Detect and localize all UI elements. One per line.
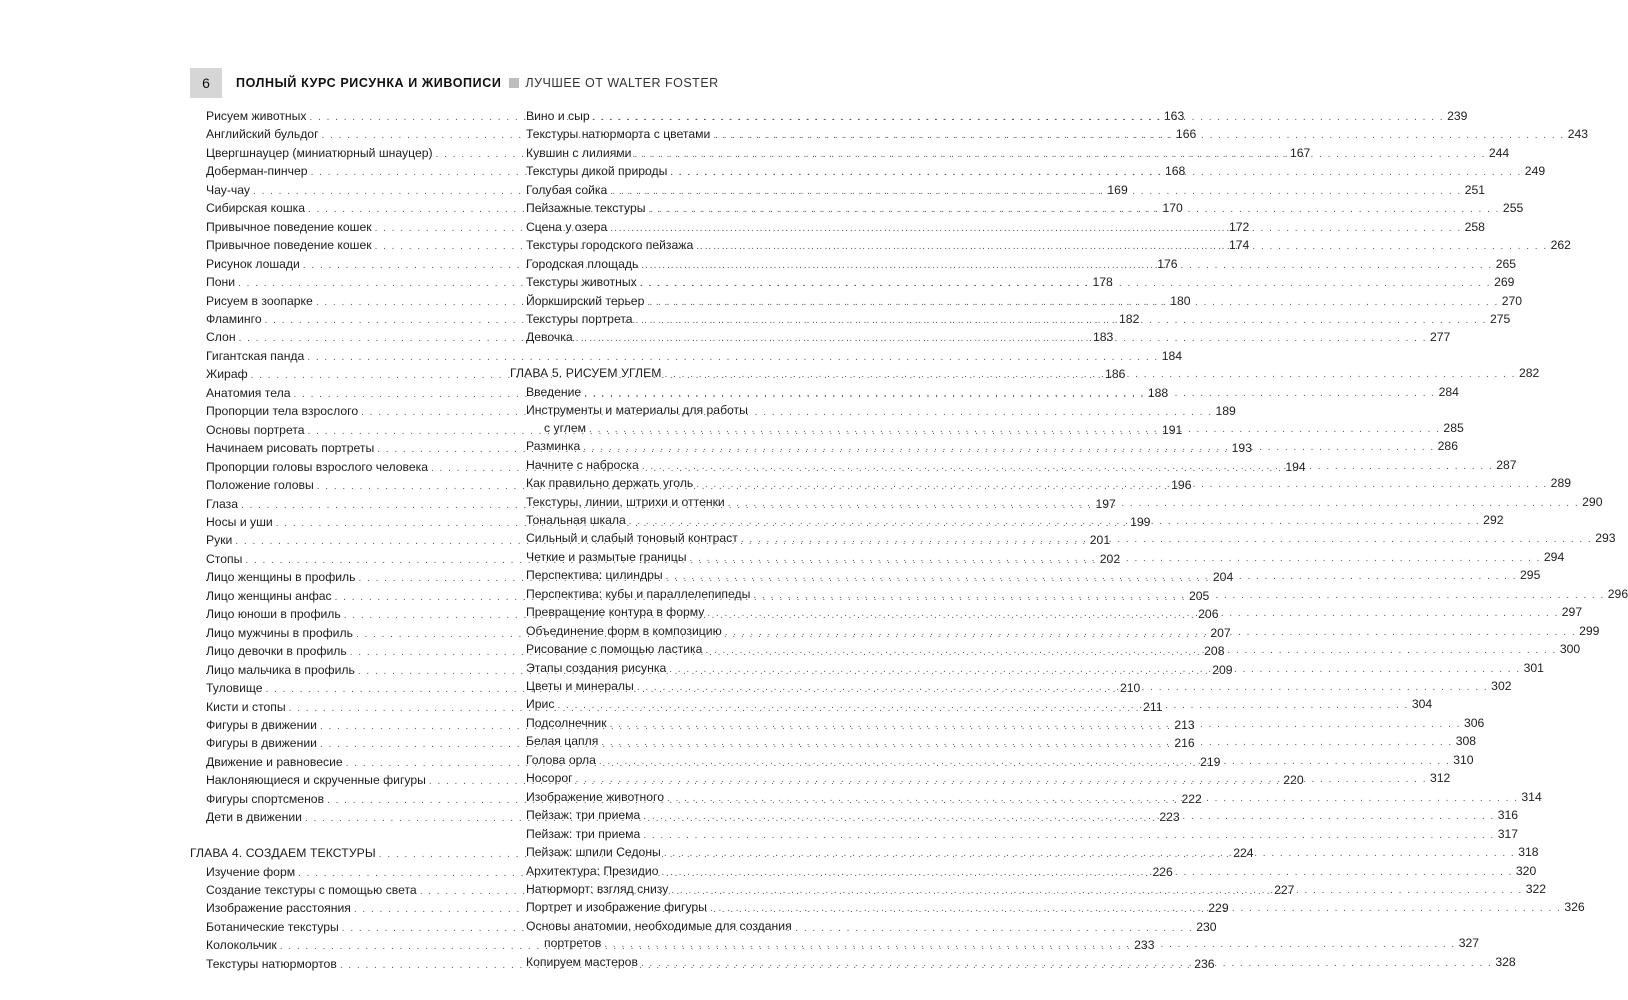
toc-entry-title: Текстуры натюрморта с цветами	[526, 127, 711, 142]
toc-entry-page: 255	[1502, 201, 1524, 216]
toc-entry-title: Сцена у озера	[526, 219, 608, 234]
toc-entry-page: 289	[1550, 476, 1572, 491]
toc-entry-title: Лицо женщины анфас	[206, 588, 332, 603]
toc-entry-page: 239	[1447, 109, 1468, 123]
toc-entry-page: 277	[1430, 330, 1451, 345]
toc-entry-page: 227	[1274, 883, 1295, 898]
toc-entry-page: 167	[1289, 145, 1311, 160]
toc-entry-title: Фигуры спортсменов	[206, 791, 325, 806]
toc-entry-title: Начинаем рисовать портреты	[206, 441, 375, 456]
toc-entry-title: Городская площадь	[526, 256, 639, 271]
toc-entry-page: 265	[1495, 256, 1517, 271]
toc-entry-page: 210	[1119, 681, 1141, 696]
page-header	[190, 68, 820, 98]
series-title: ЛУЧШЕЕ ОТ WALTER FOSTER	[525, 76, 719, 90]
toc-entry-title: Пейзажные текстуры	[526, 201, 646, 216]
toc-entry-title: Основы портрета	[206, 422, 305, 437]
toc-entry-title: Введение	[526, 384, 582, 399]
toc-entry-page: 209	[1212, 662, 1233, 677]
toc-entry-page: 308	[1455, 734, 1477, 749]
toc-entry-title: Натюрморт: взгляд снизу	[526, 882, 669, 897]
toc-entry-page: 174	[1228, 238, 1250, 253]
toc-entry-page: 229	[1208, 901, 1229, 916]
toc-entry-page: 184	[1161, 348, 1183, 363]
toc-entry-page: 302	[1491, 679, 1512, 694]
toc-entry-title: Лицо мужчины в профиль	[206, 625, 353, 640]
toc-entry-title: Как правильно держать уголь	[526, 476, 694, 491]
toc-entry-title: Лицо женщины в профиль	[206, 570, 356, 585]
toc-entry-page: 327	[1458, 936, 1480, 951]
toc-entry-title: Пейзаж: три приема	[526, 808, 641, 823]
toc-entry-title: Белая цапля	[526, 734, 599, 749]
toc-entry-title: Положение головы	[206, 478, 314, 493]
toc-entry-page: 233	[1134, 938, 1155, 953]
toc-entry-title: Девочка	[526, 330, 573, 345]
toc-entry-page: 163	[1163, 109, 1185, 123]
toc-entry-page: 295	[1520, 568, 1541, 583]
toc-entry-page: 226	[1152, 864, 1173, 879]
separator-square	[509, 78, 519, 88]
toc-entry-title: Английский бульдог	[206, 127, 319, 142]
toc-entry-title: Изучение форм	[206, 864, 296, 879]
toc-entry-title: Глаза	[206, 496, 239, 511]
toc-entry-page: 304	[1411, 697, 1433, 712]
toc-entry-title: Ботанические текстуры	[206, 919, 339, 934]
toc-entry-title: Сильный и слабый тоновый контраст	[526, 531, 738, 546]
toc-entry-title: Пропорции тела взрослого	[206, 404, 359, 419]
toc-entry-page: 270	[1501, 293, 1523, 308]
toc-entry-title: Текстуры городского пейзажа	[526, 238, 694, 253]
toc-entry-title: Фигуры в движении	[206, 717, 317, 732]
toc-entry-page: 300	[1559, 642, 1581, 657]
toc-entry-title: Пейзаж: шпили Седоны	[526, 845, 661, 860]
toc-entry-page: 317	[1497, 826, 1519, 841]
toc-entry-title: Анатомия тела	[206, 385, 291, 400]
toc-entry-page: 222	[1181, 791, 1202, 806]
toc-entry-page: 166	[1175, 127, 1197, 142]
toc-entry-page: 236	[1194, 956, 1215, 971]
toc-entry-title: Создание текстуры с помощью света	[206, 883, 417, 898]
toc-entry-title: Подсолнечник	[526, 715, 607, 730]
toc-entry-title: Архитектура: Президио	[526, 863, 659, 878]
toc-entry-page: 196	[1171, 478, 1192, 493]
toc-entry-page: 275	[1489, 311, 1511, 326]
toc-entry-page: 191	[1161, 422, 1183, 437]
toc-entry-title: Голубая сойка	[526, 182, 608, 197]
toc-entry-title: Рисуем в зоопарке	[206, 293, 313, 308]
toc-entry-title-line2: с углем	[544, 420, 587, 435]
toc-entry-page: 189	[1215, 404, 1236, 419]
toc-entry-page: 243	[1567, 127, 1589, 142]
toc-entry-page: 206	[1198, 607, 1219, 622]
toc-entry-page: 322	[1525, 882, 1547, 897]
toc-entry-title: Перспектива: кубы и параллелепипеды	[526, 586, 751, 601]
toc-entry-title: Перспектива: цилиндры	[526, 568, 663, 583]
toc-entry-title: Туловище	[206, 681, 263, 696]
toc-entry-title: Рисование с помощью ластика	[526, 642, 703, 657]
toc-entry-page: 290	[1582, 494, 1603, 509]
toc-entry-page: 293	[1595, 531, 1616, 546]
toc-entry-title: Привычное поведение кошек	[206, 238, 372, 253]
toc-entry-page: 182	[1119, 311, 1140, 326]
toc-entry-page: 213	[1174, 717, 1195, 732]
toc-entry-page: 316	[1497, 808, 1519, 823]
toc-entry-page: 169	[1107, 182, 1128, 197]
toc-entry-page: 244	[1488, 145, 1510, 160]
toc-entry-page: 204	[1212, 570, 1234, 585]
toc-entry-page: 186	[1105, 367, 1126, 382]
toc-entry-title: Превращение контура в форму	[526, 605, 705, 620]
toc-entry-page: 168	[1164, 164, 1186, 179]
toc-entry-page: 188	[1147, 385, 1169, 400]
toc-entry-title: Йоркширский терьер	[526, 293, 645, 308]
toc-entry-page: 286	[1437, 439, 1458, 454]
toc-entry-title: Ирис	[526, 697, 555, 712]
toc-entry-page: 249	[1524, 164, 1546, 179]
chapter-title: ГЛАВА 5. РИСУЕМ УГЛЕМ	[510, 366, 662, 381]
toc-entry-title: Чау-чау	[206, 182, 251, 197]
toc-entry-title: Текстуры дикой природы	[526, 164, 668, 179]
toc-entry-page: 292	[1483, 512, 1504, 527]
toc-entry-title: Текстуры натюрмортов	[206, 956, 337, 971]
toc-entry-page: 314	[1521, 789, 1542, 804]
toc-entry-page: 172	[1228, 219, 1250, 234]
toc-entry-page: 297	[1561, 605, 1583, 620]
toc-entry-page: 320	[1515, 863, 1537, 878]
toc-entry-page: 326	[1564, 900, 1585, 915]
toc-entry-page: 211	[1143, 699, 1163, 714]
book-title: ПОЛНЫЙ КУРС РИСУНКА И ЖИВОПИСИ	[236, 76, 502, 90]
chapter-page: 224	[1233, 846, 1254, 861]
toc-entry-page: 284	[1438, 384, 1459, 399]
toc-entry-title: Слон	[206, 330, 236, 345]
toc-entry-page: 193	[1231, 441, 1252, 456]
page-number: 6	[190, 68, 222, 98]
toc-entry-page: 202	[1099, 551, 1121, 566]
toc-entry-page: 258	[1464, 219, 1485, 234]
toc-entry-page: 310	[1453, 752, 1474, 767]
toc-entry-title: Изображение расстояния	[206, 901, 351, 916]
toc-entry-title: Фигуры в движении	[206, 736, 317, 751]
toc-entry-title: Тональная шкала	[526, 512, 626, 527]
toc-entry-title: Дети в движении	[206, 810, 302, 825]
toc-entry-title: Носорог	[526, 771, 573, 786]
toc-entry-page: 262	[1550, 238, 1571, 253]
toc-entry-page: 299	[1579, 623, 1600, 638]
toc-entry-title: Рисуем животных	[206, 109, 307, 123]
toc-entry-page: 269	[1494, 275, 1515, 290]
toc-entry-title: Портрет и изображение фигуры	[526, 900, 707, 915]
toc-entry-title: Рисунок лошади	[206, 256, 300, 271]
toc-entry-title: Цвергшнауцер (миниатюрный шнауцер)	[206, 145, 433, 160]
toc-entry-page: 176	[1157, 256, 1178, 271]
toc-entry-page: 312	[1429, 771, 1451, 786]
toc-entry-page: 223	[1159, 810, 1180, 825]
toc-entry-page: 199	[1130, 514, 1151, 529]
toc-entry-title: Носы и уши	[206, 514, 273, 529]
toc-entry-title: Сибирская кошка	[206, 201, 306, 216]
toc-entry-page: 205	[1189, 588, 1210, 603]
toc-entry-title: Вино и сыр	[526, 109, 590, 123]
toc-entry-title: Начните с наброска	[526, 457, 639, 472]
toc-entry-title: Лицо мальчика в профиль	[206, 662, 355, 677]
toc-entry-title: Гигантская панда	[206, 348, 305, 363]
toc-entry-title: Фламинго	[206, 311, 262, 326]
toc-entry-title: Руки	[206, 533, 233, 548]
toc-entry-page: 208	[1204, 644, 1225, 659]
toc-entry-title: Объединение форм в композицию	[526, 623, 722, 638]
toc-entry-page: 285	[1443, 420, 1464, 435]
toc-entry-page: 287	[1496, 457, 1517, 472]
toc-entry-page: 301	[1523, 660, 1544, 675]
toc-entry-title: Текстуры, линии, штрихи и оттенки	[526, 494, 725, 509]
toc-entry-page: 328	[1495, 954, 1516, 969]
toc-entry-page: 207	[1210, 625, 1231, 640]
toc-entry-title: Наклоняющиеся и скрученные фигуры	[206, 773, 426, 788]
toc-entry-title: Этапы создания рисунка	[526, 660, 667, 675]
toc-entry-page: 216	[1174, 736, 1195, 751]
toc-entry-title: Голова орла	[526, 752, 596, 767]
chapter-title: ГЛАВА 4. СОЗДАЕМ ТЕКСТУРЫ	[190, 846, 376, 861]
toc-entry-title: Лицо юноши в профиль	[206, 607, 341, 622]
toc-entry-page: 306	[1463, 715, 1485, 730]
toc-entry-title: Текстуры животных	[526, 275, 637, 290]
toc-entry-title: Цветы и минералы	[526, 679, 634, 694]
toc-entry-page: 201	[1089, 533, 1111, 548]
toc-entry-title: Кувшин с лилиями	[526, 145, 632, 160]
toc-entry-title: Привычное поведение кошек	[206, 219, 372, 234]
toc-entry-page: 220	[1283, 773, 1304, 788]
toc-entry-page: 194	[1285, 459, 1306, 474]
toc-entry-page: 230	[1196, 919, 1217, 934]
toc-entry-page: 318	[1518, 845, 1539, 860]
toc-entry-page: 296	[1607, 586, 1628, 601]
toc-entry-page: 219	[1200, 754, 1221, 769]
toc-entry-title: Пропорции головы взрослого человека	[206, 459, 428, 474]
toc-entry[interactable]	[190, 348, 1183, 366]
toc-entry-page: 183	[1092, 330, 1114, 345]
toc-entry-page: 178	[1092, 275, 1113, 290]
toc-entry-page: 294	[1543, 549, 1565, 564]
toc-entry-page: 170	[1162, 201, 1183, 216]
toc-entry-title: Жираф	[206, 367, 248, 382]
toc-entry-title-line1: Инструменты и материалы для работы	[526, 403, 748, 418]
toc-entry-title: Изображение животного	[526, 789, 665, 804]
toc-entry-title: Копируем мастеров	[526, 954, 638, 969]
toc-entry-title: Пейзаж: три приема	[526, 826, 641, 841]
toc-entry-title: Доберман-пинчер	[206, 164, 308, 179]
toc-entry-title-line1: Основы анатомии, необходимые для создания	[526, 918, 792, 933]
toc-entry-title: Пони	[206, 275, 236, 290]
toc-entry-title: Движение и равновесие	[206, 754, 343, 769]
toc-entry-title: Четкие и размытые границы	[526, 549, 687, 564]
toc-entry-title: Стопы	[206, 551, 243, 566]
toc-entry-page: 197	[1095, 496, 1116, 511]
toc-entry-title: Колокольчик	[206, 938, 277, 953]
toc-entry-title: Кисти и стопы	[206, 699, 286, 714]
toc-entry-title-line2: портретов	[544, 936, 602, 951]
toc-entry-title: Текстуры портрета	[526, 311, 633, 326]
chapter-page: 282	[1518, 366, 1540, 381]
toc-entry-title: Лицо девочки в профиль	[206, 644, 347, 659]
toc-entry-page: 251	[1464, 182, 1486, 197]
toc-entry-page: 180	[1170, 293, 1191, 308]
toc-entry[interactable]	[510, 826, 1519, 844]
toc-entry-title: Разминка	[526, 439, 581, 454]
